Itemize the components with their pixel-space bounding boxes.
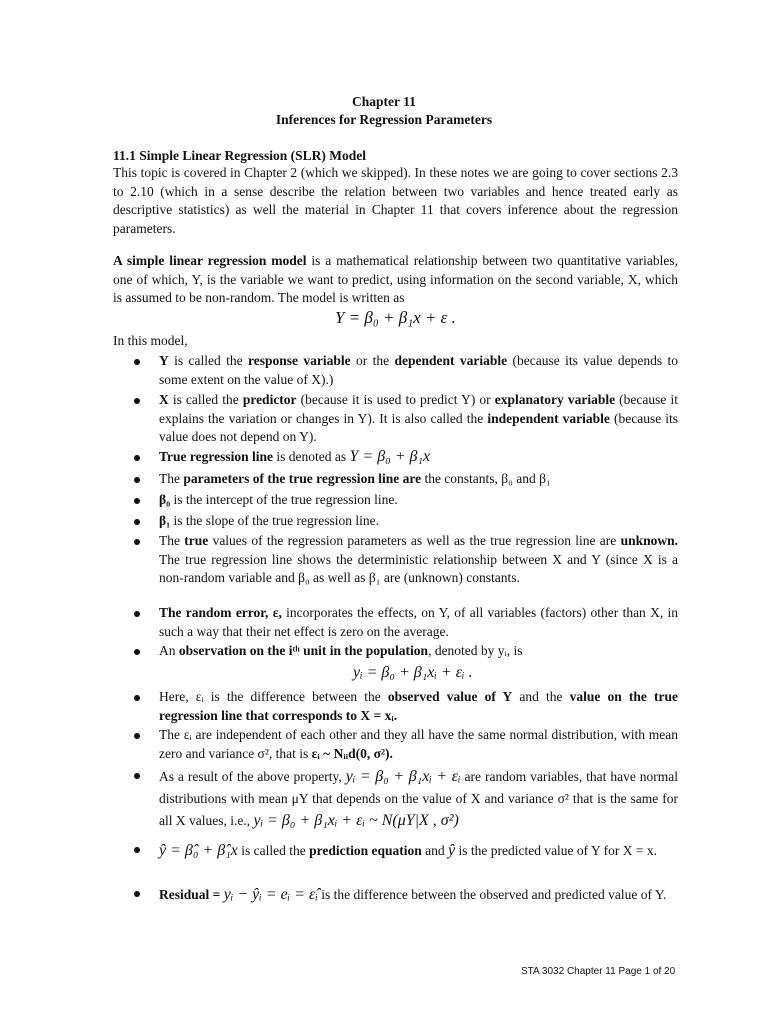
bullet-text: The: [159, 471, 184, 486]
bullet-item: [159, 726, 678, 763]
inline-equation: ŷ = β̂₀ + β̂₁x: [159, 842, 238, 859]
bullet-text: is the difference between the observed and predicted value of Y.: [317, 887, 667, 902]
bullet-text: or the: [350, 353, 395, 368]
chapter-title: Inferences for Regression Parameters: [275, 112, 493, 127]
bold-term: prediction equation: [309, 843, 422, 858]
bullet-item: [159, 470, 678, 489]
bold-term: True regression line: [159, 449, 273, 464]
definition-term: A simple linear regression model: [113, 253, 307, 268]
bold-term: predictor: [242, 392, 297, 407]
bullet-marker: [134, 847, 140, 853]
bullet-text: (because its value depends to some extent on the value of X).): [159, 353, 678, 387]
bullet-marker: [134, 477, 140, 483]
bullet-text: and the: [512, 689, 570, 704]
bullet-text: (because it explains the variation or changes in Y). It is also called the: [159, 392, 678, 426]
bullet-text: As a result of the above property,: [159, 769, 346, 784]
bold-term: X: [159, 392, 169, 407]
bold-term: independent variable: [487, 410, 610, 426]
bullet-item: [159, 642, 678, 661]
bold-term: explanatory variable: [494, 392, 616, 407]
bullet-item: [159, 688, 678, 725]
bullet-marker: [134, 455, 140, 461]
bullet-text: are random variables, that have normal distributions with mean μY that depends on the value of X and variance σ² that is the same for all X values, i.e.,: [159, 769, 678, 828]
bold-term: response variable: [248, 353, 351, 368]
bullet-item: [159, 448, 678, 467]
inline-equation: yᵢ − ŷᵢ = eᵢ = ε̂ᵢ: [223, 886, 318, 903]
bullet-marker: [134, 891, 140, 897]
bullet-text: values of the regression parameters as well as the true regression line are: [208, 533, 621, 548]
bullet-text: is the intercept of the true regression line.: [170, 492, 398, 507]
bullet-marker: [134, 733, 140, 739]
bold-term: true: [184, 533, 209, 548]
bullet-text: (because its value does not depend on Y).: [159, 410, 679, 444]
bold-term: β₁: [159, 513, 171, 528]
observation-equation: yᵢ = β₀ + β₁xᵢ + εᵢ .: [353, 664, 473, 681]
lead-in: In this model,: [113, 333, 188, 348]
bullet-text: is denoted as: [273, 449, 350, 464]
bullet-item: [159, 766, 678, 832]
inline-equation: yᵢ = β₀ + β₁xᵢ + εᵢ ~ N(μY|X , σ²): [253, 812, 459, 829]
bullet-text: An: [159, 643, 179, 658]
bullet-text: is called the: [237, 843, 310, 858]
bullet-text: The: [159, 533, 185, 548]
bullet-item: [159, 512, 678, 531]
bullet-marker: [134, 611, 140, 617]
bullet-marker: [134, 398, 140, 404]
intro-paragraph: This topic is covered in Chapter 2 (which we skipped). In these notes we are going to cover sections 2.3 to 2.10 (which in a sense describe the relation between two variables and hence treated early as descriptive statistics) as well the material in Chapter 11 that covers inference about the regression parameters.: [113, 165, 678, 236]
bold-term: dependent variable: [394, 353, 508, 368]
definition-text: is a mathematical relationship between two quantitative variables, one of which, Y, is the variable we want to predict, using information on the second variable, X, which is assumed to be non-random. The model is written as: [113, 253, 678, 305]
bullet-marker: [134, 359, 140, 365]
bold-term: Y: [159, 353, 169, 368]
chapter-number: Chapter 11: [352, 94, 416, 109]
inline-equation: yᵢ = β₀ + β₁xᵢ + εᵢ: [345, 768, 461, 785]
bullet-text: is the slope of the true regression line.: [170, 513, 379, 528]
bullet-text: Here, εᵢ is the difference between the: [159, 689, 388, 704]
bullet-text: The εᵢ are independent of each other and they all have the same normal distribution, with mean zero and variance σ², that is: [159, 727, 678, 761]
bold-term: parameters of the true regression line are: [183, 471, 422, 486]
bullet-text: is the predicted value of Y for X = x.: [455, 843, 658, 858]
page-footer: STA 3032 Chapter 11 Page 1 of 20: [521, 966, 676, 977]
bullet-item: [159, 840, 678, 862]
bullet-marker: [134, 539, 140, 545]
bold-term: unknown.: [620, 533, 678, 548]
bullet-item: [159, 532, 678, 588]
bullet-text: incorporates the effects, on Y, of all variables (factors) other than X, in such a way that their net effect is zero on the average.: [159, 605, 678, 639]
bullet-marker: [134, 498, 140, 504]
bullet-item: [159, 604, 678, 641]
definition-paragraph: [113, 252, 678, 308]
bold-term: observation on the iᵗʰ unit in the population: [178, 643, 429, 658]
bullet-text: and: [421, 843, 448, 858]
bullet-text: the constants, β₀ and β₁: [421, 471, 551, 486]
bullet-text: is called the: [168, 392, 243, 407]
bullet-text: , denoted by yᵢ, is: [428, 643, 523, 658]
bullet-text: is called the: [168, 353, 248, 368]
bullet-marker: [134, 773, 140, 779]
bold-term: value on the true regression line that corresponds to X = xᵢ.: [159, 689, 678, 723]
inline-equation: ŷ: [447, 842, 456, 859]
bold-term: Residual =: [159, 887, 221, 902]
bold-term: The random error, ε,: [159, 605, 282, 620]
bullet-text: (because it is used to predict Y) or: [296, 392, 495, 407]
bold-term: εᵢ ~ Nᵢᵢd(0, σ²).: [311, 745, 393, 761]
bold-term: observed value of Y: [387, 689, 513, 704]
bullet-marker: [134, 649, 140, 655]
bullet-text: The true regression line shows the deterministic relationship between X and Y (since X is a non-random variable and β₀ as well as β₁ are (unknown) constants.: [159, 551, 678, 585]
bold-term: β₀: [159, 492, 171, 507]
inline-equation: Y = β₀ + β₁x: [349, 448, 431, 465]
bullet-item: [159, 491, 678, 510]
model-equation: Y = β₀ + β₁x + ε .: [335, 308, 456, 327]
section-title: 11.1 Simple Linear Regression (SLR) Model: [113, 148, 367, 163]
bullet-marker: [134, 695, 140, 701]
bullet-item: [159, 884, 678, 906]
bullet-item: [159, 352, 678, 389]
bullet-marker: [134, 519, 140, 525]
bullet-item: [159, 391, 678, 447]
